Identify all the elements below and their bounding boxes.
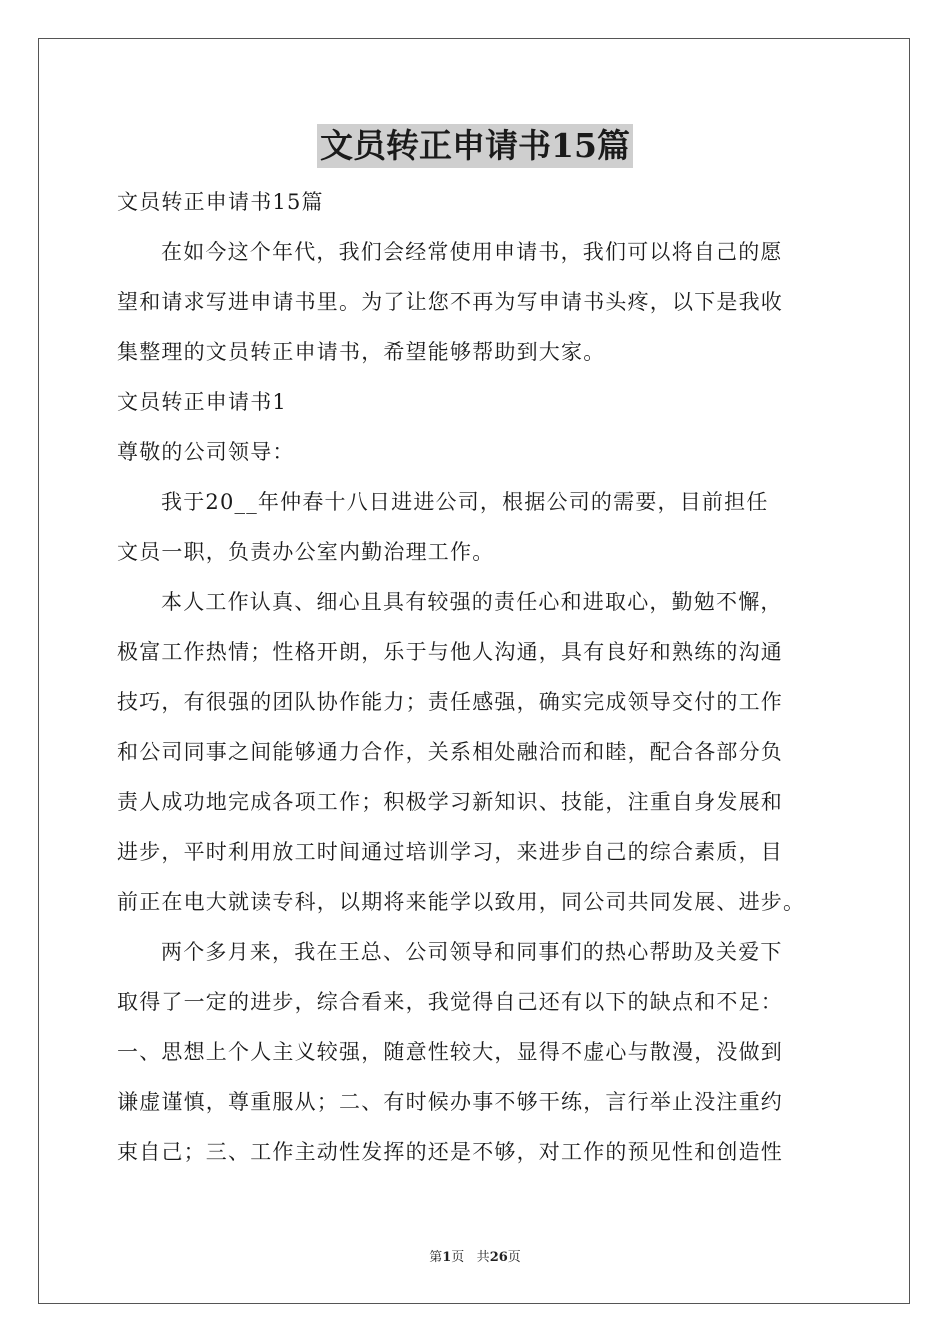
paragraph-line: 我于20__年仲春十八日进进公司，根据公司的需要，目前担任 — [161, 490, 769, 514]
total-prefix: 共 — [476, 1250, 490, 1265]
paragraph-line: 谦虚谨慎，尊重服从；二、有时候办事不够干练，言行举止没注重约 — [117, 1090, 783, 1114]
page-prefix: 第 — [429, 1250, 443, 1265]
total-pages: 26 — [489, 1250, 508, 1265]
paragraph-line: 和公司同事之间能够通力合作，关系相处融洽而和睦，配合各部分负 — [117, 740, 783, 764]
page-suffix: 页 — [451, 1250, 465, 1265]
paragraph-line: 前正在电大就读专科，以期将来能学以致用，同公司共同发展、进步。 — [117, 890, 806, 914]
total-suffix: 页 — [507, 1250, 521, 1265]
paragraph-line: 本人工作认真、细心且具有较强的责任心和进取心，勤勉不懈， — [161, 590, 783, 614]
paragraph-line: 束自己；三、工作主动性发挥的还是不够，对工作的预见性和创造性 — [117, 1140, 783, 1164]
paragraph-line: 两个多月来，我在王总、公司领导和同事们的热心帮助及关爱下 — [161, 940, 783, 964]
paragraph-line: 极富工作热情；性格开朗，乐于与他人沟通，具有良好和熟练的沟通 — [117, 640, 783, 664]
document-title: 文员转正申请书15篇 — [317, 124, 633, 168]
document-title-wrap — [0, 124, 950, 168]
document-body — [117, 177, 837, 1177]
paragraph-line: 取得了一定的进步，综合看来，我觉得自己还有以下的缺点和不足： — [117, 990, 783, 1014]
salutation: 尊敬的公司领导： — [117, 440, 295, 464]
paragraph-line: 望和请求写进申请书里。为了让您不再为写申请书头疼，以下是我收 — [117, 290, 783, 314]
page-footer — [0, 1246, 950, 1265]
paragraph-line: 一、思想上个人主义较强，随意性较大，显得不虚心与散漫，没做到 — [117, 1040, 783, 1064]
paragraph-line: 在如今这个年代，我们会经常使用申请书，我们可以将自己的愿 — [161, 240, 783, 264]
paragraph-line: 文员一职，负责办公室内勤治理工作。 — [117, 540, 495, 564]
paragraph-line: 技巧，有很强的团队协作能力；责任感强，确实完成领导交付的工作 — [117, 690, 783, 714]
section-heading: 文员转正申请书1 — [117, 390, 287, 414]
paragraph-line: 集整理的文员转正申请书，希望能够帮助到大家。 — [117, 340, 606, 364]
paragraph-line: 进步，平时利用放工时间通过培训学习，来进步自己的综合素质，目 — [117, 840, 783, 864]
paragraph-line: 责人成功地完成各项工作；积极学习新知识、技能，注重自身发展和 — [117, 790, 783, 814]
subtitle-line: 文员转正申请书15篇 — [117, 190, 324, 214]
page-number: 1 — [442, 1250, 452, 1265]
